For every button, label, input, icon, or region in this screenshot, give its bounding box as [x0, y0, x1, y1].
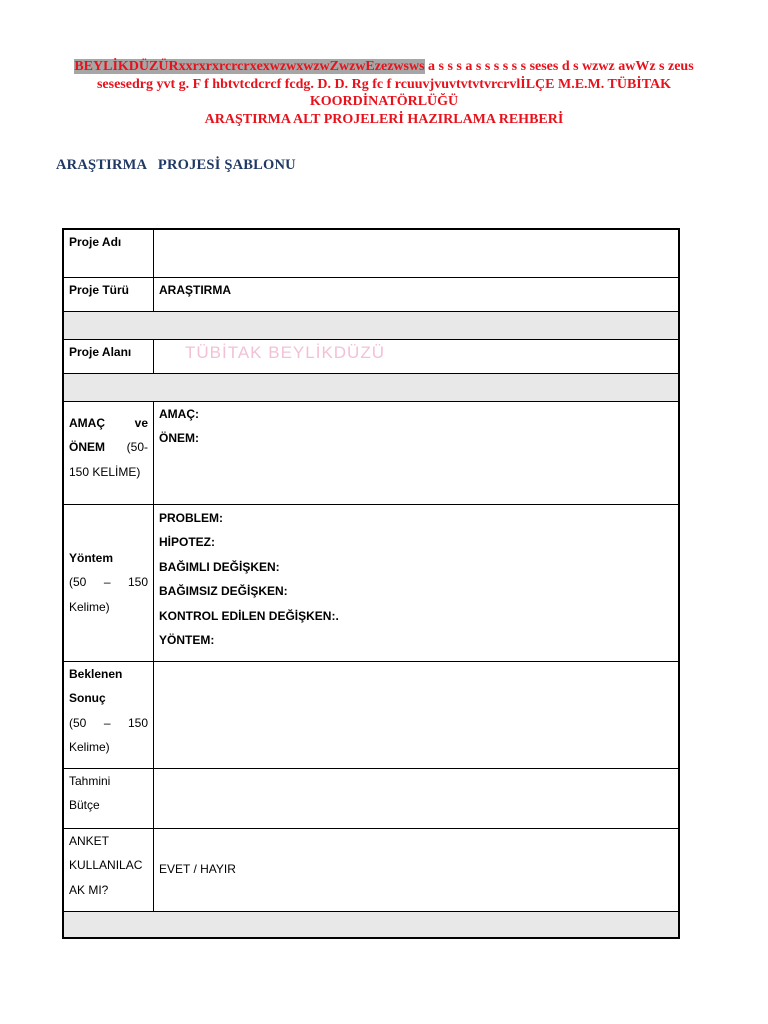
spacer-row [63, 311, 679, 339]
field-amac-onem[interactable] [154, 401, 680, 504]
field-tahmini-butce[interactable] [154, 768, 680, 828]
spacer-row [63, 373, 679, 401]
label-yontem: Yöntem (50 – 150 Kelime) [63, 504, 154, 661]
header-line-1: BEYLİKDÜZÜRxxrxrxrcrcrxexwzwxwzwZwzwEzezwsws a s s s a s s s s s s seses d s wzwz awWz s zeus [74, 59, 694, 74]
row-proje-adi [63, 229, 679, 277]
label-proje-alani: Proje Alanı [63, 339, 154, 373]
header-line-3: KOORDİNATÖRLÜĞÜ [309, 94, 459, 109]
row-beklenen-sonuc [63, 661, 679, 768]
row-anket [63, 828, 679, 911]
field-proje-adi[interactable] [154, 229, 680, 277]
header-line-2: sesesedrg yvt g. F f hbtvtcdcrcf fcdg. D. D. Rg fc f rcuuvjvuvtvtvtvrcrvlİLÇE M.E.M. TÜBİTAK [96, 76, 672, 92]
label-proje-turu: Proje Türü [63, 277, 154, 311]
field-anket[interactable]: EVET / HAYIR [154, 828, 680, 911]
row-yontem [63, 504, 679, 661]
amac-field-label: AMAÇ: [159, 406, 199, 421]
label-amac-onem: AMAÇ ve ÖNEM (50- 150 KELİME) [63, 401, 154, 504]
row-proje-turu [63, 277, 679, 311]
watermark-text: TÜBİTAK BEYLİKDÜZÜ [185, 343, 385, 362]
header-line-4: ARAŞTIRMA ALT PROJELERİ HAZIRLAMA REHBERİ [204, 111, 564, 127]
row-amac-onem [63, 401, 679, 504]
spacer-cell [63, 373, 679, 401]
label-anket: ANKET KULLANILAC AK MI? [63, 828, 154, 911]
spacer-cell [63, 911, 679, 938]
template-title: ARAŞTIRMA PROJESİ ŞABLONU [56, 157, 296, 173]
label-proje-adi: Proje Adı [63, 229, 154, 277]
bagimli-degisken-field-label: BAĞIMLI DEĞİŞKEN: [159, 559, 280, 574]
row-tahmini-butce [63, 768, 679, 828]
label-beklenen-sonuc: Beklenen Sonuç (50 – 150 Kelime) [63, 661, 154, 768]
problem-field-label: PROBLEM: [159, 510, 223, 525]
field-proje-turu[interactable]: ARAŞTIRMA [154, 277, 680, 311]
spacer-cell [63, 311, 679, 339]
document-header [60, 58, 708, 128]
field-yontem[interactable] [154, 504, 680, 661]
yontem-field-label: YÖNTEM: [159, 633, 215, 647]
field-beklenen-sonuc[interactable] [154, 661, 680, 768]
hipotez-field-label: HİPOTEZ: [159, 535, 215, 549]
bagimsiz-degisken-field-label: BAĞIMSIZ DEĞİŞKEN: [159, 584, 288, 598]
header-highlight: BEYLİKDÜZÜRxxrxrxrcrcrxexwzwxwzwZwzwEzezwsws [74, 59, 425, 74]
project-form-table [62, 228, 680, 939]
spacer-row [63, 911, 679, 938]
onem-field-label: ÖNEM: [159, 431, 199, 445]
label-tahmini-butce: Tahmini Bütçe [63, 768, 154, 828]
kontrol-degisken-field-label: KONTROL EDİLEN DEĞİŞKEN:. [159, 608, 339, 623]
